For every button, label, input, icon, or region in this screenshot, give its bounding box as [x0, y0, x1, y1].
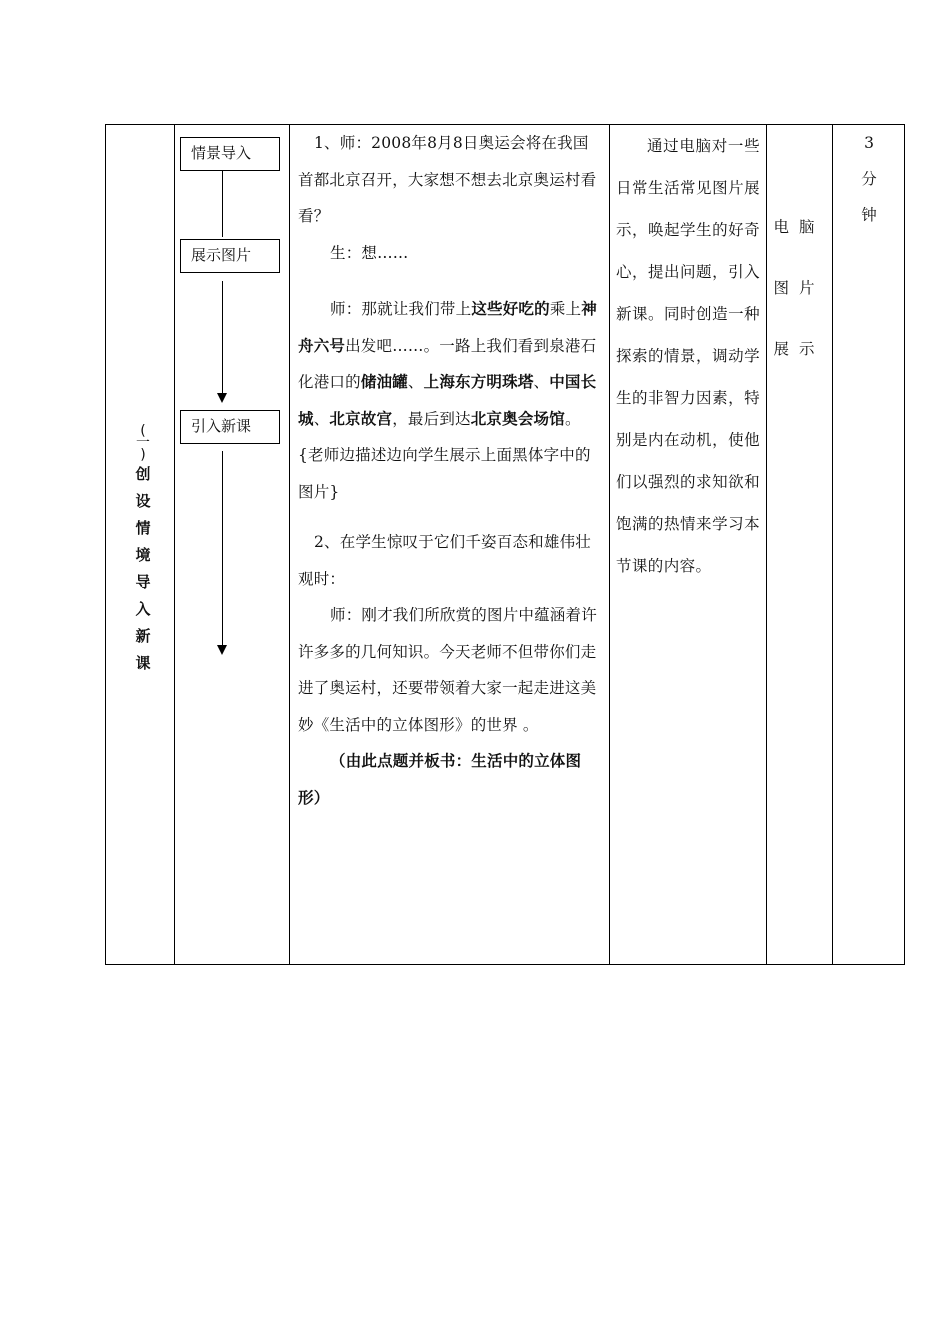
flow-diagram	[174, 125, 289, 964]
teaching-content	[292, 125, 608, 816]
text-run: 师：那就让我们带上	[330, 300, 472, 318]
text-run: 、	[313, 409, 330, 428]
text-run: 、	[533, 373, 550, 391]
bold-text: （由此点题并板书：生活中的立体图形）	[298, 752, 582, 807]
stage-char: 情	[135, 519, 151, 537]
time-line: 分	[861, 170, 877, 188]
bold-text: 储油罐	[360, 373, 408, 391]
media-column	[766, 197, 832, 380]
column-divider	[289, 125, 290, 964]
bold-text: 上海东方明珠塔	[423, 373, 534, 391]
content-paragraph	[298, 291, 602, 510]
media-line: 图片	[773, 279, 825, 297]
flow-step-box: 展示图片	[180, 239, 280, 273]
media-line: 展示	[773, 340, 825, 358]
lesson-table	[105, 124, 905, 965]
stage-char: 一	[136, 435, 150, 451]
time-line: 钟	[861, 206, 877, 224]
intent-text: 通过电脑对一些日常生活常见图片展示，唤起学生的好奇心，提出问题，引入新课。同时创造一种探索的情景，调动学生的非智力因素，特别是内在动机，使他们以强烈的求知欲和饱满的热情来学习本节课的内容。	[616, 137, 760, 575]
arrow-head-icon	[217, 645, 227, 655]
stage-char: 导	[135, 573, 151, 591]
text-run: 、	[407, 373, 424, 391]
media-line: 电脑	[773, 218, 825, 236]
flow-step-box: 引入新课	[180, 410, 280, 444]
stage-char: 新	[135, 627, 151, 645]
bold-text: 这些好吃的	[471, 300, 550, 318]
stage-char: 入	[135, 600, 151, 618]
flow-connector	[222, 281, 223, 393]
content-paragraph: 师：刚才我们所欣赏的图片中蕴涵着许许多多的几何知识。今天老师不但带你们走进了奥运村，还要带领着大家一起走进这美妙《生活中的立体图形》的世界 。	[298, 606, 597, 734]
design-intent	[610, 125, 766, 587]
stage-column	[106, 125, 174, 964]
content-paragraph: 2、在学生惊叹于它们千姿百态和雄伟壮观时：	[298, 533, 591, 588]
bold-text: 中国长城	[298, 373, 597, 428]
stage-char: 境	[135, 546, 151, 564]
stage-char: (	[140, 423, 146, 439]
arrow-head-icon	[217, 393, 227, 403]
stage-char: 创	[135, 465, 151, 483]
content-paragraph: 1、师：2008年8月8日奥运会将在我国首都北京召开，大家想不想去北京奥运村看看？	[298, 134, 597, 225]
stage-char: 设	[135, 492, 151, 510]
text-run: 出发吧……。一路上我们看到泉港石化港口的	[298, 336, 597, 391]
flow-connector	[222, 451, 223, 645]
text-run: 。{老师边描述边向学生展示上面黑体字中的图片}	[298, 409, 591, 501]
text-run: 乘上	[549, 300, 582, 318]
stage-label	[132, 425, 154, 677]
content-paragraph: 生：想……	[330, 243, 409, 262]
bold-text: 北京奥会场馆	[470, 409, 565, 428]
flow-connector	[222, 165, 223, 237]
flow-step-box: 情景导入	[180, 137, 280, 171]
stage-char: )	[140, 447, 146, 463]
time-column	[832, 125, 906, 233]
bold-text: 北京故宫	[329, 409, 393, 428]
time-line: 3	[864, 134, 874, 152]
content-paragraph	[298, 743, 602, 816]
stage-char: 课	[135, 654, 151, 672]
column-divider	[832, 125, 833, 964]
text-run: ，最后到达	[392, 409, 471, 428]
bold-text: 神舟六号	[298, 300, 597, 355]
